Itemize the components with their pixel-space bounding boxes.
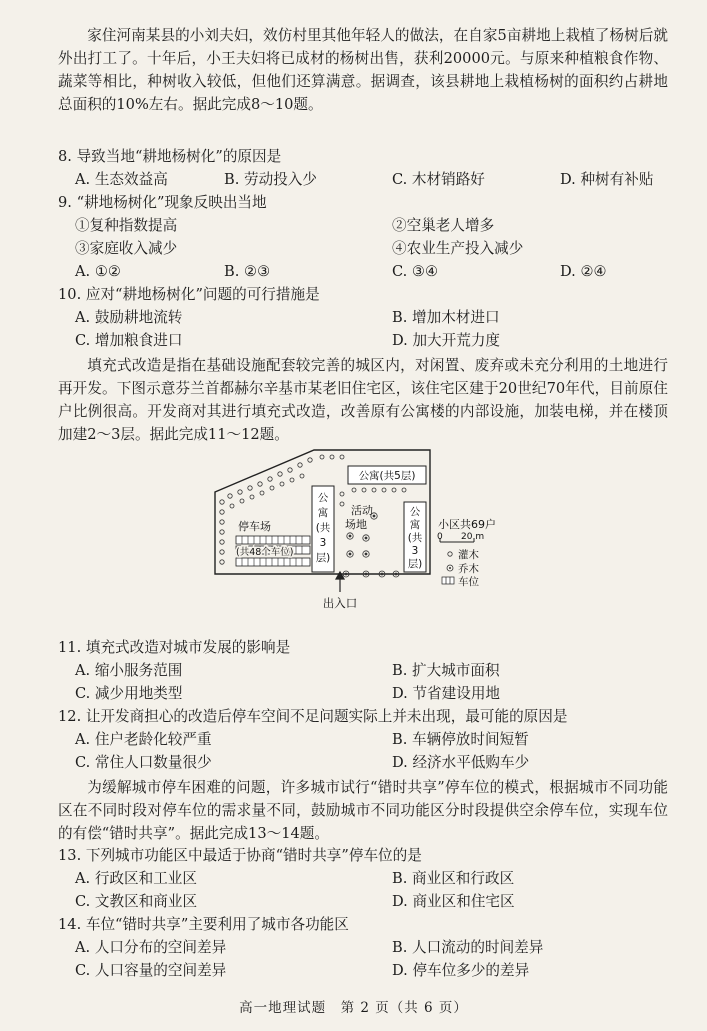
parking-count-label: (共48个车位) (236, 547, 294, 558)
q8-option-b: B. 劳动投入少 (224, 171, 317, 188)
apt-right-char-3: (共 (407, 532, 423, 544)
q11-option-c: C. 减少用地类型 (75, 685, 183, 702)
q12-option-a: A. 住户老龄化较严重 (75, 731, 212, 748)
q9-item-4: ④农业生产投入减少 (392, 240, 524, 257)
question-8-stem: 8. 导致当地“耕地杨树化”的原因是 (58, 148, 282, 165)
legend-tree-label: 乔木 (458, 563, 479, 575)
apt-right-char-5: 层) (407, 558, 423, 570)
apt-right-char-1: 公 (409, 506, 421, 518)
q11-option-a: A. 缩小服务范围 (75, 662, 183, 679)
q10-option-b: B. 增加木材进口 (392, 309, 500, 326)
q14-option-c: C. 人口容量的空间差异 (75, 962, 227, 979)
activity-area-line-1: 活动 (351, 504, 373, 517)
passage-1: 家住河南某县的小刘夫妇，效仿村里其他年轻人的做法，在自家5亩耕地上栽植了杨树后就外出打工了。十年后，小王夫妇将已成材的杨树出售，获利20000元。与原来种植粮食作物、蔬菜等相比，种树收入较低，但他们还算满意。据调查，该县耕地上栽植杨树的面积约占耕地总面积的10%左右。据此完成8～10题。 (58, 27, 668, 113)
q8-option-a: A. 生态效益高 (75, 171, 168, 188)
q9-option-a: A. ①② (75, 263, 121, 280)
q10-option-c: C. 增加粮食进口 (75, 332, 183, 349)
q14-option-d: D. 停车位多少的差异 (392, 962, 530, 979)
legend-shrub-label: 灌木 (458, 549, 479, 561)
apt-left-char-5: 层) (315, 552, 331, 564)
legend-shrub-icon (448, 552, 452, 556)
q8-option-d: D. 种树有补贴 (560, 171, 654, 188)
q9-item-2: ②空巢老人增多 (392, 217, 495, 234)
apt-left-char-4: 3 (319, 537, 327, 549)
apt-left-char-2: 寓 (317, 507, 329, 519)
apt-right-char-4: 3 (411, 545, 419, 557)
question-11-stem: 11. 填充式改造对城市发展的影响是 (58, 639, 291, 656)
q8-option-c: C. 木材销路好 (392, 171, 485, 188)
q11-option-b: B. 扩大城市面积 (392, 662, 500, 679)
q11-option-d: D. 节省建设用地 (392, 685, 501, 702)
apt-left-char-1: 公 (317, 492, 329, 504)
q13-option-b: B. 商业区和行政区 (392, 870, 515, 887)
apt-left-char-3: (共 (315, 522, 331, 534)
question-14-stem: 14. 车位“错时共享”主要利用了城市各功能区 (58, 916, 349, 933)
apt-top-label: 公寓(共5层) (358, 470, 416, 482)
question-13-stem: 13. 下列城市功能区中最适于协商“错时共享”停车位的是 (58, 847, 422, 864)
q13-option-d: D. 商业区和住宅区 (392, 893, 515, 910)
legend-parking-label: 车位 (458, 576, 479, 588)
apt-right-char-2: 寓 (409, 519, 421, 531)
q12-option-c: C. 常住人口数量很少 (75, 754, 212, 771)
entrance-label: 出入口 (322, 596, 358, 610)
q14-option-b: B. 人口流动的时间差异 (392, 939, 544, 956)
q13-option-a: A. 行政区和工业区 (75, 870, 197, 887)
q10-option-d: D. 加大开荒力度 (392, 332, 501, 349)
question-9-stem: 9. “耕地杨树化”现象反映出当地 (58, 194, 267, 211)
q13-option-c: C. 文教区和商业区 (75, 893, 198, 910)
q9-item-3: ③家庭收入减少 (75, 240, 178, 257)
legend-parking-icon (442, 577, 454, 584)
scale-20m: 20 m (461, 532, 485, 542)
page-footer: 高一地理试题 第 2 页（共 6 页） (239, 1000, 468, 1016)
q14-option-a: A. 人口分布的空间差异 (75, 939, 227, 956)
households-label: 小区共69户 (438, 518, 496, 531)
parking-label: 停车场 (238, 520, 271, 533)
q9-item-1: ①复种指数提高 (75, 217, 178, 234)
q10-option-a: A. 鼓励耕地流转 (75, 309, 183, 326)
q12-option-d: D. 经济水平低购车少 (392, 754, 530, 771)
question-10-stem: 10. 应对“耕地杨树化”问题的可行措施是 (58, 286, 320, 303)
scale-zero: 0 (437, 532, 443, 542)
activity-area-line-2: 场地 (345, 518, 367, 531)
passage-3: 为缓解城市停车困难的问题，许多城市试行“错时共享”停车位的模式，根据城市不同功能区在不同时段对停车位的需求量不同，鼓励城市不同功能区分时段提供空余停车位，实现车位的有偿“错时共享”。据此完成13～14题。 (58, 779, 668, 842)
q12-option-b: B. 车辆停放时间短暂 (392, 731, 529, 748)
q9-option-b: B. ②③ (224, 263, 271, 280)
question-12-stem: 12. 让开发商担心的改造后停车空间不足问题实际上并未出现，最可能的原因是 (58, 708, 568, 725)
residential-area-map (206, 446, 502, 612)
q9-option-c: C. ③④ (392, 263, 439, 280)
passage-2: 填充式改造是指在基础设施配套较完善的城区内，对闲置、废弃或未充分利用的土地进行再开发。下图示意芬兰首都赫尔辛基市某老旧住宅区，该住宅区建于20世纪70年代，目前原住户比例很高。开发商对其进行填充式改造，改善原有公寓楼的内部设施，加装电梯，并在楼顶加建2～3层。据此完成11～12题。 (58, 357, 668, 443)
q9-option-d: D. ②④ (560, 263, 607, 280)
